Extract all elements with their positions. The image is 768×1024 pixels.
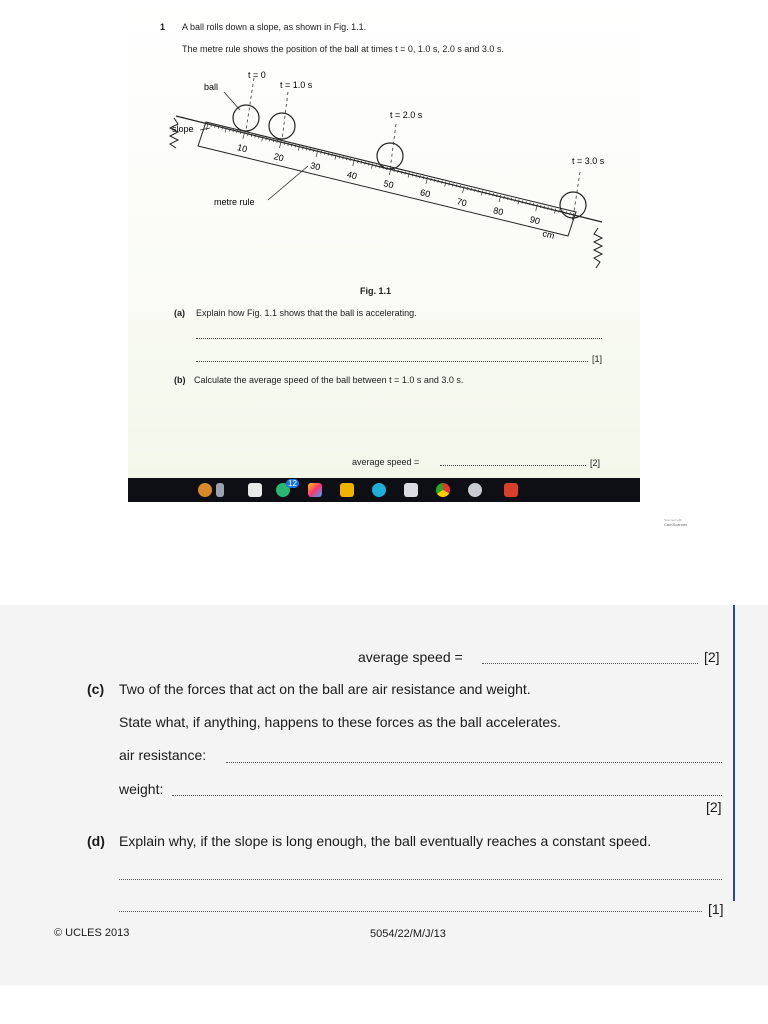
rule-tick — [449, 182, 450, 185]
rule-tick — [511, 198, 512, 201]
camscanner-watermark — [664, 518, 690, 534]
chrome-icon[interactable] — [436, 483, 450, 497]
rule-tick — [306, 147, 307, 150]
part-d-answer-line-1[interactable] — [119, 879, 722, 880]
question-number: 1 — [160, 22, 166, 32]
rule-tick — [310, 148, 311, 151]
rule-tick — [328, 153, 329, 156]
label-ball: ball — [204, 82, 219, 92]
part-b-marks-top: [2] — [590, 458, 601, 468]
part-c-label: (c) — [87, 681, 105, 697]
rule-tick — [507, 197, 508, 200]
settings-icon[interactable] — [468, 483, 482, 497]
avg-speed-answer-line — [482, 663, 698, 664]
rule-tick — [434, 179, 435, 182]
rule-tick — [343, 156, 344, 159]
ball-leader — [224, 92, 240, 110]
rule-tick — [313, 149, 314, 152]
rule-numbers — [236, 142, 541, 226]
marker-t2 — [390, 124, 396, 170]
rule-number: 60 — [419, 187, 432, 200]
part-d-question: Explain why, if the slope is long enough, the ball eventually reaches a constant speed. — [119, 833, 652, 849]
rule-tick — [453, 183, 454, 186]
ball-t1 — [269, 113, 295, 139]
rule-tick — [405, 172, 406, 175]
part-a-marks: [1] — [592, 354, 603, 364]
rule-tick — [379, 165, 380, 168]
rule-number: 50 — [382, 178, 395, 191]
rule-tick — [431, 178, 432, 181]
ball-t0 — [233, 105, 259, 131]
footer-copyright: © UCLES 2013 — [54, 927, 130, 939]
air-resistance-answer-line[interactable] — [226, 762, 722, 763]
part-a-answer-line-2 — [196, 361, 588, 362]
file-explorer-icon[interactable] — [248, 483, 262, 497]
part-a-label: (a) — [174, 308, 185, 318]
slope-leader — [200, 128, 210, 130]
rule-tick — [445, 182, 446, 187]
part-c-marks: [2] — [706, 799, 722, 815]
label-t1: t = 1.0 s — [280, 80, 313, 90]
part-d-answer-line-2[interactable] — [119, 911, 702, 912]
marker-t1 — [282, 92, 288, 140]
rule-tick — [493, 193, 494, 196]
rule-number: 80 — [492, 205, 505, 218]
rule-tick — [339, 155, 340, 158]
folder-icon[interactable] — [340, 483, 354, 497]
avg-speed-answer-line-top — [440, 465, 586, 466]
part-d-label: (d) — [87, 833, 105, 849]
app-icon[interactable] — [504, 483, 518, 497]
question-intro-line2: The metre rule shows the position of the ball at times t = 0, 1.0 s, 2.0 s and 3.0 s. — [182, 44, 504, 54]
figure-caption: Fig. 1.1 — [360, 286, 392, 296]
rule-tick — [544, 206, 545, 209]
label-metre-rule: metre rule — [214, 197, 255, 207]
rule-number: 30 — [309, 160, 322, 173]
margin-line — [733, 605, 735, 901]
rule-number: 10 — [236, 142, 249, 155]
edge-icon[interactable] — [308, 483, 322, 497]
weight-label: weight: — [119, 781, 164, 797]
rule-tick — [394, 169, 395, 172]
ball-t2 — [377, 143, 403, 169]
part-b-marks: [2] — [704, 649, 720, 665]
rule-tick — [471, 188, 472, 191]
notification-badge: 12 — [288, 479, 297, 488]
calendar-icon[interactable] — [404, 483, 418, 497]
label-t3: t = 3.0 s — [572, 156, 605, 166]
rule-tick — [416, 174, 417, 177]
rule-tick — [489, 192, 490, 195]
label-cm: cm — [541, 228, 556, 241]
bottom-exam-sheet — [0, 605, 768, 985]
rule-tick — [357, 160, 358, 163]
rule-tick — [420, 175, 421, 178]
footer-paper-code: 5054/22/M/J/13 — [370, 928, 446, 940]
rule-tick — [526, 201, 527, 204]
browser-icon[interactable] — [372, 483, 386, 497]
rule-tick — [376, 164, 377, 167]
ball-t3 — [560, 192, 586, 218]
watermark-line2: CamScanner — [664, 522, 688, 527]
pinned-app-icon[interactable] — [198, 483, 212, 497]
avg-speed-label: average speed = — [358, 649, 463, 665]
part-c-question-line1: Two of the forces that act on the ball are air resistance and weight. — [119, 681, 531, 697]
rule-tick — [423, 176, 424, 179]
metre-rule-leader — [268, 166, 308, 200]
rule-number: 20 — [272, 151, 285, 164]
part-a-question: Explain how Fig. 1.1 shows that the ball is accelerating. — [196, 308, 417, 318]
rule-tick — [485, 191, 486, 194]
rule-tick — [515, 199, 516, 202]
label-t2: t = 2.0 s — [390, 110, 423, 120]
rule-tick — [346, 157, 347, 160]
rule-tick — [442, 181, 443, 184]
air-resistance-label: air resistance: — [119, 747, 207, 763]
label-slope: slope — [172, 124, 194, 134]
label-t0: t = 0 — [248, 70, 266, 80]
rule-tick — [456, 184, 457, 187]
rule-tick — [496, 194, 497, 197]
search-icon[interactable] — [216, 483, 224, 497]
part-d-marks: [1] — [708, 901, 724, 917]
rule-number: 90 — [528, 214, 542, 227]
marker-t0 — [246, 78, 254, 130]
rule-number: 70 — [455, 196, 468, 209]
windows-taskbar — [128, 478, 640, 502]
rule-tick — [398, 170, 399, 173]
weight-answer-line[interactable] — [172, 795, 722, 796]
rule-tick — [467, 187, 468, 190]
rule-tick — [548, 207, 549, 210]
rule-tick — [540, 205, 541, 208]
rule-tick — [324, 152, 325, 155]
part-c-question-line2: State what, if anything, happens to these forces as the ball accelerates. — [119, 714, 562, 730]
rule-tick — [460, 185, 461, 188]
rule-tick — [478, 190, 479, 193]
rule-tick — [332, 154, 333, 157]
rule-tick — [365, 162, 366, 165]
rule-tick — [474, 189, 475, 192]
rule-tick — [518, 200, 519, 205]
rule-tick — [412, 173, 413, 176]
rule-tick — [529, 202, 530, 205]
rule-tick — [361, 161, 362, 164]
rule-tick — [321, 151, 322, 154]
rule-tick — [350, 158, 351, 161]
rule-tick — [401, 171, 402, 174]
rule-tick — [504, 196, 505, 199]
part-b-question: Calculate the average speed of the ball between t = 1.0 s and 3.0 s. — [194, 375, 464, 385]
rule-tick — [302, 146, 303, 149]
rule-tick — [533, 203, 534, 206]
fig-1-1-diagram — [128, 60, 640, 290]
question-intro-line1: A ball rolls down a slope, as shown in Fig. 1.1. — [182, 22, 367, 32]
avg-speed-label-top: average speed = — [352, 457, 420, 467]
right-support-zigzag — [594, 228, 602, 268]
rule-tick — [481, 191, 482, 196]
watermark-line1: Scanned with — [664, 518, 683, 522]
rule-tick — [522, 200, 523, 203]
rule-tick — [438, 180, 439, 183]
part-b-label: (b) — [174, 375, 186, 385]
top-exam-sheet — [128, 0, 640, 478]
rule-tick — [368, 163, 369, 166]
rule-number: 40 — [345, 169, 359, 182]
part-a-answer-line-1 — [196, 338, 602, 339]
